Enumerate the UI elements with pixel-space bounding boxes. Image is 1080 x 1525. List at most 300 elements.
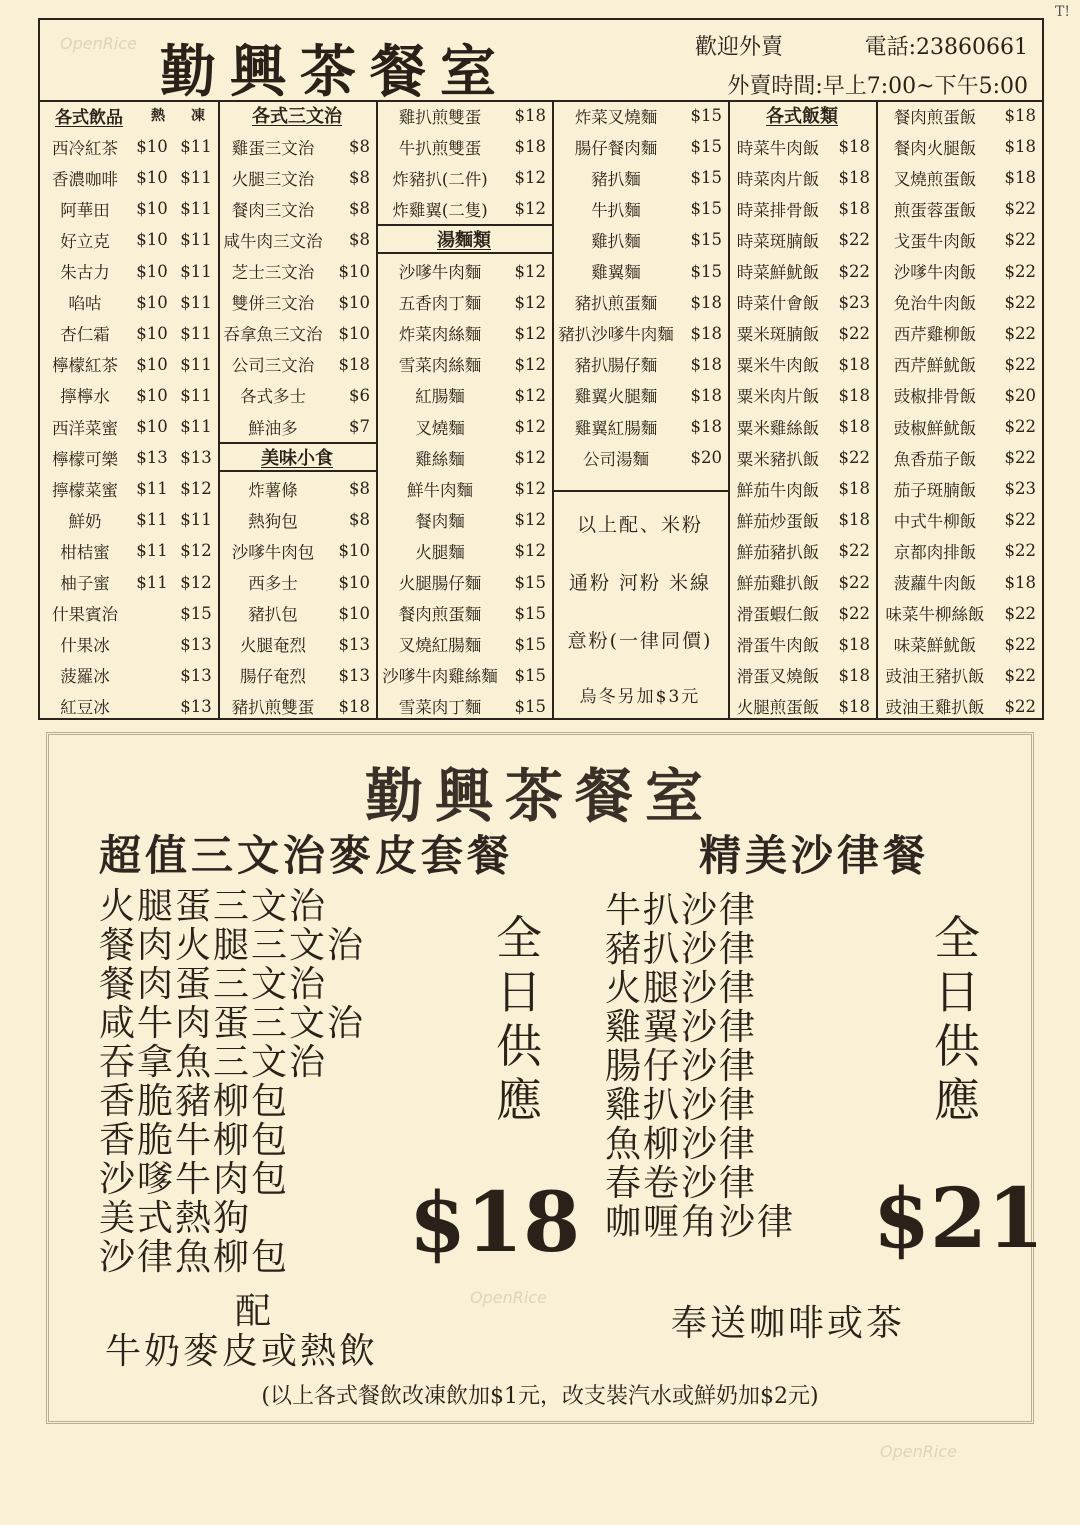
item-price: $8 xyxy=(349,510,370,530)
menu-item xyxy=(728,535,876,566)
item-price: $22 xyxy=(1004,354,1036,374)
menu-item xyxy=(40,131,218,162)
menu-item xyxy=(40,473,218,504)
menu-item xyxy=(552,349,728,380)
menu-item xyxy=(40,380,218,411)
menu-item xyxy=(876,473,1042,504)
item-price: $15 xyxy=(514,603,546,623)
sandwich-set-item: 香脆牛柳包 xyxy=(99,1120,290,1161)
item-name: 雞翼火腿麵 xyxy=(574,387,658,407)
menu-item xyxy=(552,162,728,193)
item-name: 雪菜肉丁麵 xyxy=(398,698,482,718)
item-price: $22 xyxy=(1004,261,1036,281)
item-name: 粟米牛肉飯 xyxy=(736,356,820,376)
cold-price: $11 xyxy=(180,385,212,405)
cold-price: $11 xyxy=(180,292,212,312)
salad-set-item: 牛扒沙律 xyxy=(605,890,758,931)
hot-price: $10 xyxy=(136,292,168,312)
menu-item xyxy=(552,224,728,255)
item-price: $8 xyxy=(349,479,370,499)
takeaway-hours: 外賣時間:早上7:00~下午5:00 xyxy=(727,74,1028,99)
menu-item xyxy=(876,380,1042,411)
menu-item xyxy=(876,349,1042,380)
menu-item xyxy=(376,504,552,535)
menu-item xyxy=(728,380,876,411)
all-day-label-right xyxy=(927,911,987,1127)
item-price: $12 xyxy=(514,354,546,374)
item-price: $13 xyxy=(338,634,370,654)
item-name: 鮮油多 xyxy=(248,418,298,438)
menu-item xyxy=(376,598,552,629)
hot-price: $10 xyxy=(136,261,168,281)
item-name: 各式多士 xyxy=(240,387,306,407)
menu-item xyxy=(218,131,376,162)
item-price: $18 xyxy=(838,354,870,374)
item-price: $18 xyxy=(1004,168,1036,188)
item-name: 雞扒煎雙蛋 xyxy=(398,107,482,127)
item-name: 豉油王豬扒飯 xyxy=(885,667,985,687)
menu-item xyxy=(876,162,1042,193)
cold-price: $11 xyxy=(180,510,212,530)
salad-set-item: 魚柳沙律 xyxy=(605,1124,758,1165)
cold-label: 凍 xyxy=(191,108,205,124)
item-price: $18 xyxy=(838,510,870,530)
item-price: $18 xyxy=(838,696,870,716)
corner-mark: T! xyxy=(1055,4,1070,20)
item-name: 炸雞翼(二隻) xyxy=(392,200,488,220)
note-line-4: 烏冬另加$3元 xyxy=(579,687,701,707)
note-line-2: 通粉 河粉 米線 xyxy=(568,572,712,594)
hot-price: $11 xyxy=(136,572,168,592)
item-price: $22 xyxy=(1004,323,1036,343)
item-price: $8 xyxy=(349,199,370,219)
sandwich-set-drink: 牛奶麥皮或熱飲 xyxy=(105,1331,379,1372)
menu-item xyxy=(552,380,728,411)
menu-item xyxy=(876,256,1042,287)
hot-price: $11 xyxy=(136,541,168,561)
cold-price: $13 xyxy=(180,696,212,716)
menu-item xyxy=(218,691,376,722)
hot-price: $10 xyxy=(136,354,168,374)
item-name: 時菜排骨飯 xyxy=(736,200,820,220)
menu-item xyxy=(876,131,1042,162)
item-price: $18 xyxy=(690,292,722,312)
menu-item xyxy=(218,567,376,598)
item-name: 鮮茄炒蛋飯 xyxy=(736,511,820,531)
item-price: $12 xyxy=(514,385,546,405)
menu-item xyxy=(40,287,218,318)
cold-price: $11 xyxy=(180,230,212,250)
hot-price: $10 xyxy=(136,385,168,405)
menu-item xyxy=(728,287,876,318)
drinks-title: 各式飲品 xyxy=(55,107,123,128)
salad-set-item: 春卷沙律 xyxy=(605,1163,758,1204)
menu-item xyxy=(552,100,728,131)
menu-item xyxy=(376,567,552,598)
item-price: $18 xyxy=(838,665,870,685)
watermark: OpenRice xyxy=(880,1442,957,1461)
hot-price: $10 xyxy=(136,417,168,436)
item-price: $12 xyxy=(514,479,546,499)
menu-item xyxy=(552,318,728,349)
item-name: 公司湯麵 xyxy=(583,449,649,469)
salad-set-item: 腸仔沙律 xyxy=(605,1046,758,1087)
cold-price: $11 xyxy=(180,168,212,188)
hot-label: 熱 xyxy=(151,108,165,124)
item-name: 西多士 xyxy=(248,574,298,593)
menu-item xyxy=(376,473,552,504)
item-name: 中式牛柳飯 xyxy=(893,511,977,531)
item-name: 粟米肉片飯 xyxy=(736,387,820,407)
sandwich-set-price: $18 xyxy=(409,1175,581,1271)
item-price: $18 xyxy=(1004,572,1036,592)
menu-item xyxy=(876,629,1042,660)
item-name: 豬扒腸仔麵 xyxy=(574,356,658,376)
item-price: $18 xyxy=(338,696,370,716)
item-name: 火腿三文治 xyxy=(231,169,315,189)
menu-item xyxy=(376,349,552,380)
item-price: $22 xyxy=(838,541,870,561)
item-name: 火腿煎蛋飯 xyxy=(736,698,820,718)
item-name: 柑桔蜜 xyxy=(60,542,110,562)
item-name: 茄子斑腩飯 xyxy=(893,480,977,500)
item-price: $22 xyxy=(838,323,870,343)
item-name: 熱狗包 xyxy=(248,511,298,531)
menu-item xyxy=(728,411,876,442)
cold-price: $11 xyxy=(180,323,212,343)
item-name: 滑蛋牛肉飯 xyxy=(736,636,820,656)
item-price: $15 xyxy=(514,696,546,716)
item-name: 豬扒煎蛋麵 xyxy=(574,294,658,314)
set-meal-promo xyxy=(46,732,1045,1424)
salad-set-price: $21 xyxy=(873,1171,1045,1267)
item-name: 沙嗲牛肉飯 xyxy=(893,263,977,282)
menu-item xyxy=(728,256,876,287)
item-price: $18 xyxy=(1004,137,1036,157)
item-name: 柚子蜜 xyxy=(60,574,110,593)
salad-set-item: 咖喱角沙律 xyxy=(605,1202,796,1243)
menu-item xyxy=(40,691,218,722)
menu-item xyxy=(218,287,376,318)
salad-set-item: 雞扒沙律 xyxy=(605,1085,758,1126)
sandwich-set-item: 沙嗲牛肉包 xyxy=(99,1159,290,1200)
item-name: 牛扒煎雙蛋 xyxy=(398,138,482,158)
item-name: 戈蛋牛肉飯 xyxy=(893,231,977,251)
item-price: $22 xyxy=(1004,696,1036,716)
item-name: 時菜肉片飯 xyxy=(736,169,820,189)
item-name: 粟米雞絲飯 xyxy=(736,418,820,438)
menu-item xyxy=(376,629,552,660)
menu-item xyxy=(552,256,728,287)
item-price: $15 xyxy=(690,230,722,250)
all-day-char: 全 xyxy=(934,911,980,965)
menu-item xyxy=(728,598,876,629)
section-title: 各式三文治 xyxy=(252,106,342,127)
item-name: 餐肉煎蛋飯 xyxy=(893,107,977,127)
item-price: $18 xyxy=(838,634,870,654)
item-name: 豬扒沙嗲牛肉麵 xyxy=(558,325,674,345)
menu-item xyxy=(40,660,218,691)
item-price: $18 xyxy=(338,354,370,374)
item-name: 餐肉煎蛋麵 xyxy=(398,605,482,625)
drinks-header xyxy=(40,100,218,130)
menu-item xyxy=(218,256,376,287)
menu-item xyxy=(876,411,1042,442)
all-day-label-left xyxy=(489,911,549,1127)
item-price: $22 xyxy=(1004,541,1036,561)
item-name: 牛扒麵 xyxy=(591,200,641,220)
item-name: 什果冰 xyxy=(60,636,110,656)
sandwich-set-item: 火腿蛋三文治 xyxy=(99,886,328,927)
sandwich-set-item: 沙律魚柳包 xyxy=(99,1237,290,1278)
menu-item xyxy=(376,193,552,224)
contact-info xyxy=(695,30,1040,100)
cold-price: $11 xyxy=(180,417,212,436)
menu-item xyxy=(218,318,376,349)
menu-item xyxy=(218,598,376,629)
item-price: $18 xyxy=(514,106,546,125)
item-name: 五香肉丁麵 xyxy=(398,294,482,314)
item-name: 西冷紅茶 xyxy=(52,138,118,158)
hot-price: $10 xyxy=(136,323,168,343)
item-name: 炸薯條 xyxy=(248,480,298,500)
menu-item xyxy=(376,660,552,691)
item-name: 餐肉三文治 xyxy=(231,200,315,220)
rice-column-2 xyxy=(876,100,1042,718)
item-name: 紅豆冰 xyxy=(60,698,110,718)
item-price: $7 xyxy=(349,417,370,436)
item-name: 吞拿魚三文治 xyxy=(223,325,323,345)
item-price: $22 xyxy=(1004,292,1036,312)
menu-item xyxy=(40,256,218,287)
item-name: 魚香茄子飯 xyxy=(893,449,977,469)
item-name: 杏仁霜 xyxy=(60,325,110,345)
item-name: 擰檸水 xyxy=(60,387,110,407)
cold-price: $13 xyxy=(180,665,212,685)
item-price: $22 xyxy=(1004,199,1036,219)
item-price: $15 xyxy=(690,106,722,125)
salad-set-item: 雞翼沙律 xyxy=(605,1007,758,1048)
item-name: 豉椒鮮魷飯 xyxy=(893,418,977,438)
menu-item xyxy=(376,691,552,722)
item-price: $23 xyxy=(838,292,870,312)
item-name: 豉油王雞扒飯 xyxy=(885,698,985,718)
item-price: $12 xyxy=(514,541,546,561)
all-day-char: 供 xyxy=(496,1019,542,1073)
item-name: 味菜牛柳絲飯 xyxy=(885,605,985,625)
item-price: $18 xyxy=(838,137,870,157)
section-title: 各式飯類 xyxy=(766,106,838,127)
menu-item xyxy=(552,131,728,162)
item-price: $15 xyxy=(514,572,546,592)
all-day-char: 供 xyxy=(934,1019,980,1073)
item-name: 阿華田 xyxy=(60,200,110,220)
menu-item xyxy=(40,567,218,598)
item-name: 檸檬紅茶 xyxy=(52,356,118,376)
item-price: $22 xyxy=(838,261,870,281)
menu-item xyxy=(376,131,552,162)
item-name: 鮮茄雞扒飯 xyxy=(736,574,820,593)
cold-price: $12 xyxy=(180,572,212,592)
menu-item xyxy=(40,629,218,660)
item-name: 沙嗲牛肉包 xyxy=(231,542,315,562)
sandwich-set-item: 餐肉蛋三文治 xyxy=(99,964,328,1005)
item-name: 豉椒排骨飯 xyxy=(893,387,977,407)
item-name: 沙嗲牛肉雞絲麵 xyxy=(382,667,498,687)
item-name: 火腿奄烈 xyxy=(240,636,306,656)
menu-item xyxy=(376,535,552,566)
menu-item xyxy=(728,442,876,473)
item-price: $18 xyxy=(1004,106,1036,125)
note-line-1: 以上配、米粉 xyxy=(576,514,703,536)
phone-number: 電話:23860661 xyxy=(864,35,1028,60)
menu-item xyxy=(728,131,876,162)
menu-item xyxy=(728,162,876,193)
sandwich-set-item: 咸牛肉蛋三文治 xyxy=(99,1003,366,1044)
item-name: 滑蛋蝦仁飯 xyxy=(736,605,820,625)
item-name: 鮮茄牛肉飯 xyxy=(736,480,820,500)
item-price: $18 xyxy=(838,168,870,188)
item-name: 西洋菜蜜 xyxy=(52,418,118,438)
hot-price: $11 xyxy=(136,510,168,530)
watermark: OpenRice xyxy=(470,1288,547,1307)
watermark: OpenRice xyxy=(60,34,137,53)
item-price: $20 xyxy=(1004,385,1036,405)
item-name: 菠蘿牛肉飯 xyxy=(893,574,977,593)
noodle-column-2 xyxy=(552,100,730,718)
item-price: $8 xyxy=(349,168,370,188)
cold-price: $13 xyxy=(180,448,212,468)
cold-price: $11 xyxy=(180,199,212,219)
item-name: 雞蛋三文治 xyxy=(231,138,315,158)
cold-price: $11 xyxy=(180,137,212,157)
menu-item xyxy=(728,660,876,691)
item-name: 雞扒麵 xyxy=(591,231,641,251)
menu-item xyxy=(876,100,1042,131)
menu-item xyxy=(876,567,1042,598)
drinks-column xyxy=(40,100,220,718)
menu-item xyxy=(376,287,552,318)
noodle-column xyxy=(376,100,554,718)
item-name: 味菜鮮魷飯 xyxy=(893,636,977,656)
menu-item xyxy=(40,162,218,193)
item-name: 叉燒煎蛋飯 xyxy=(893,169,977,189)
item-price: $18 xyxy=(514,137,546,157)
pair-word: 配 xyxy=(235,1291,272,1332)
salad-set-heading: 精美沙律餐 xyxy=(699,831,930,880)
menu-item xyxy=(40,535,218,566)
item-price: $18 xyxy=(690,323,722,343)
menu-item xyxy=(876,535,1042,566)
item-name: 西芹鮮魷飯 xyxy=(893,356,977,376)
noodle-note xyxy=(552,490,728,720)
welcome-text: 歡迎外賣 xyxy=(695,35,784,60)
item-price: $10 xyxy=(338,541,370,561)
item-price: $15 xyxy=(690,137,722,157)
all-day-char: 日 xyxy=(934,965,980,1019)
item-price: $15 xyxy=(690,168,722,188)
sandwich-set-item: 香脆豬柳包 xyxy=(99,1081,290,1122)
menu-item xyxy=(218,660,376,691)
item-name: 叉燒麵 xyxy=(415,418,465,438)
item-name: 雞翼紅腸麵 xyxy=(574,418,658,438)
item-name: 雙併三文治 xyxy=(231,294,315,314)
item-price: $12 xyxy=(514,292,546,312)
shop-title: 勤興茶餐室 xyxy=(160,39,510,105)
cold-price: $12 xyxy=(180,541,212,561)
menu-item xyxy=(728,567,876,598)
item-name: 腸仔奄烈 xyxy=(240,667,306,687)
item-price: $23 xyxy=(1004,479,1036,499)
menu-item xyxy=(40,442,218,473)
item-name: 餐肉麵 xyxy=(415,511,465,531)
menu-item xyxy=(218,224,376,255)
menu-item xyxy=(218,349,376,380)
sandwich-set-item: 餐肉火腿三文治 xyxy=(99,925,366,966)
menu-item xyxy=(218,504,376,535)
item-price: $22 xyxy=(1004,510,1036,530)
item-price: $10 xyxy=(338,323,370,343)
item-name: 什果賓治 xyxy=(52,605,118,625)
menu-item xyxy=(40,349,218,380)
menu-item xyxy=(876,691,1042,722)
cold-price: $12 xyxy=(180,479,212,499)
menu-item xyxy=(218,162,376,193)
item-name: 雞絲麵 xyxy=(415,449,465,469)
menu-item xyxy=(40,411,218,442)
menu-item xyxy=(876,287,1042,318)
item-price: $8 xyxy=(349,137,370,157)
hot-price: $10 xyxy=(136,137,168,157)
cold-price: $11 xyxy=(180,354,212,374)
cold-price: $11 xyxy=(180,261,212,281)
menu-item xyxy=(552,193,728,224)
menu-item xyxy=(40,598,218,629)
cold-price: $15 xyxy=(180,603,212,623)
all-day-char: 應 xyxy=(496,1073,542,1127)
menu-item xyxy=(376,318,552,349)
item-price: $18 xyxy=(838,479,870,499)
item-price: $10 xyxy=(338,261,370,281)
menu-item xyxy=(376,380,552,411)
item-price: $22 xyxy=(1004,634,1036,654)
item-price: $22 xyxy=(838,603,870,623)
menu-item xyxy=(376,162,552,193)
item-price: $18 xyxy=(838,385,870,405)
menu-item xyxy=(876,660,1042,691)
item-price: $22 xyxy=(1004,448,1036,468)
menu-item xyxy=(218,380,376,411)
item-price: $10 xyxy=(338,572,370,592)
item-price: $12 xyxy=(514,261,546,281)
item-price: $12 xyxy=(514,448,546,468)
menu-item xyxy=(218,193,376,224)
item-price: $15 xyxy=(690,199,722,219)
item-name: 免治牛肉飯 xyxy=(893,294,977,314)
item-name: 豬扒煎雙蛋 xyxy=(231,698,315,718)
item-price: $15 xyxy=(690,261,722,281)
menu-item xyxy=(552,287,728,318)
item-name: 西芹雞柳飯 xyxy=(893,325,977,345)
all-day-char: 日 xyxy=(496,965,542,1019)
menu-item xyxy=(728,473,876,504)
item-name: 咸牛肉三文治 xyxy=(223,231,323,251)
item-price: $15 xyxy=(514,634,546,654)
hot-price: $10 xyxy=(136,199,168,219)
item-name: 雪菜肉絲麵 xyxy=(398,356,482,376)
item-name: 公司三文治 xyxy=(231,356,315,376)
item-price: $22 xyxy=(1004,665,1036,685)
